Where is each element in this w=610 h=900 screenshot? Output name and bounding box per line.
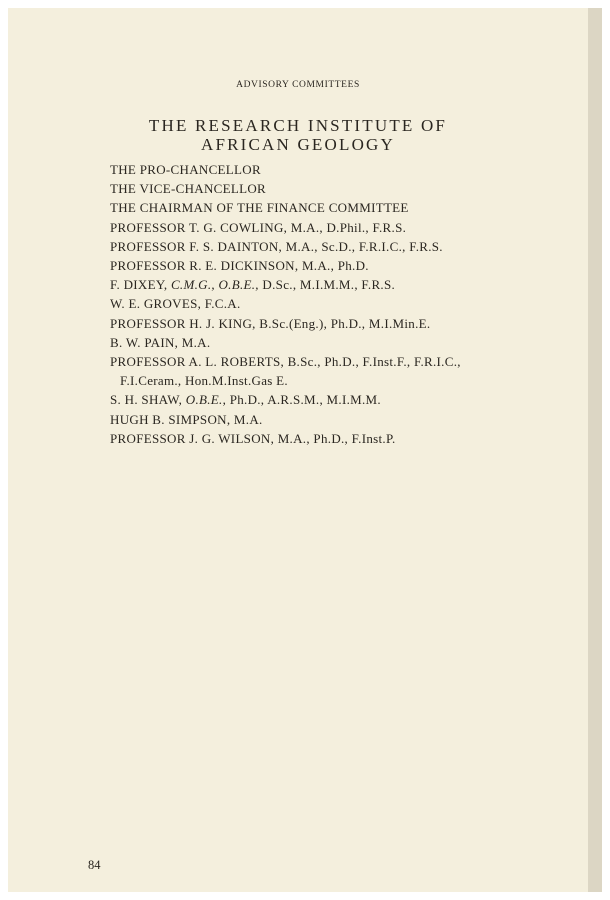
member: W. E. GROVES, F.C.A. [110, 296, 241, 312]
member-name: F. DIXEY, [110, 277, 171, 293]
member-honours: C.M.G., O.B.E., [170, 277, 259, 293]
title-line: THE RESEARCH INSTITUTE OF [148, 116, 448, 135]
member: THE CHAIRMAN OF THE FINANCE COMMITTEE [110, 200, 409, 216]
member: HUGH B. SIMPSON, M.A. [110, 411, 263, 427]
member: THE PRO-CHANCELLOR [110, 162, 261, 177]
member-dixey [110, 275, 580, 294]
member-shaw [110, 390, 580, 409]
section-title [8, 116, 588, 154]
member: PROFESSOR J. G. WILSON, M.A., Ph.D., F.Inst.P. [110, 430, 396, 446]
running-head: ADVISORY COMMITTEES [236, 80, 360, 90]
page [8, 8, 588, 892]
member-honours: O.B.E., [185, 392, 227, 408]
member-continuation: F.I.Ceram., Hon.M.Inst.Gas E. [120, 373, 288, 389]
member-list [110, 160, 580, 448]
member-qualifications: Ph.D., A.R.S.M., M.I.M.M. [226, 392, 381, 408]
member: PROFESSOR A. L. ROBERTS, B.Sc., Ph.D., F.Inst.F., F.R.I.C., [110, 354, 461, 370]
member: PROFESSOR T. G. COWLING, M.A., D.Phil., F.R.S. [110, 219, 407, 235]
member: PROFESSOR R. E. DICKINSON, M.A., Ph.D. [110, 258, 369, 274]
page-edge [588, 8, 602, 892]
member: PROFESSOR H. J. KING, B.Sc.(Eng.), Ph.D., M.I.Min.E. [110, 315, 431, 331]
member-name: S. H. SHAW, [110, 392, 186, 408]
member-qualifications: D.Sc., M.I.M.M., F.R.S. [258, 277, 396, 293]
title-line: AFRICAN GEOLOGY [200, 135, 396, 154]
member: B. W. PAIN, M.A. [110, 334, 211, 350]
page-number: 84 [88, 858, 101, 872]
member: PROFESSOR F. S. DAINTON, M.A., Sc.D., F.R.I.C., F.R.S. [110, 238, 443, 254]
member: THE VICE-CHANCELLOR [110, 181, 267, 197]
